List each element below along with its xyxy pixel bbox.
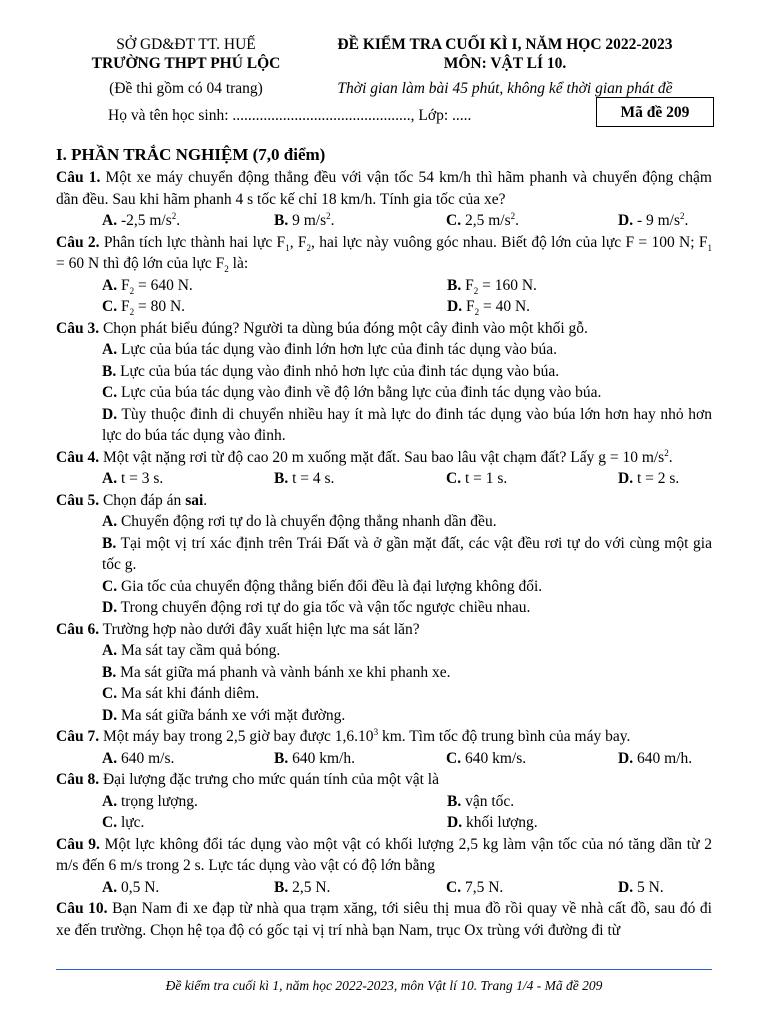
school-header: [56, 35, 316, 98]
question-7-options: [56, 748, 712, 770]
question-2: Câu 2. Phân tích lực thành hai lực $F_1$, $F_2$, hai lực này vuông góc nhau. Biết độ lớn của lực F = 100 N; $F_1 = 60$ N thì độ lớn của lực $F_2$ là:: [56, 233, 712, 275]
time-note: Thời gian làm bài 45 phút, không kể thời gian phát đề: [337, 80, 673, 97]
option-a: A. Chuyển động rơi tự do là chuyển động thẳng nhanh dần đều.: [102, 513, 497, 530]
question-4-options: [56, 468, 712, 490]
footer-divider: [56, 969, 712, 970]
option-d: D. t = 2 s.: [618, 470, 680, 487]
option-a: A. 640 m/s.: [102, 749, 175, 767]
option-a: A. -2,5 $m/s^2$.: [102, 210, 181, 229]
student-name-label: Họ và tên học sinh:: [108, 107, 233, 124]
option-c: C. $F_2 = 80$ N.: [102, 298, 186, 318]
option-c: C. lực.: [102, 814, 145, 831]
option-a: A. trọng lượng.: [102, 792, 198, 810]
option-d: D. 640 m/h.: [618, 749, 693, 767]
option-a: A. Ma sát tay cầm quả bóng.: [102, 642, 281, 659]
option-d: D. Trong chuyển động rơi tự do gia tốc và vận tốc ngược chiều nhau.: [102, 599, 531, 616]
exam-header: [300, 35, 710, 98]
exam-content: [56, 143, 712, 941]
option-d: D. Ma sát giữa bánh xe với mặt đường.: [102, 706, 346, 724]
option-d: D. 5 N.: [618, 878, 664, 896]
option-c: C. Lực của búa tác dụng vào đinh về độ lớn bằng lực của đinh tác dụng vào búa.: [102, 384, 602, 401]
option-b: B. $F_2 = 160$ N.: [447, 276, 537, 296]
option-a: A. t = 3 s.: [102, 470, 164, 487]
option-b: B. Lực của búa tác dụng vào đinh nhỏ hơn lực của đinh tác dụng vào búa.: [102, 362, 560, 380]
page-footer: Đề kiểm tra cuối kì 1, năm học 2022-2023, môn Vật lí 10. Trang 1/4 - Mã đề 209: [165, 978, 603, 993]
option-b: B. t = 4 s.: [274, 470, 335, 487]
option-a: A. 0,5 N.: [102, 878, 160, 896]
option-d: D. - 9 $m/s^2$.: [618, 210, 689, 229]
exam-code-box: Mã đề 209: [596, 97, 714, 127]
class-blank: .....: [452, 107, 472, 124]
option-c: C. Ma sát khi đánh diêm.: [102, 685, 260, 702]
section-title: I. PHẦN TRẮC NGHIỆM (7,0 điểm): [56, 145, 326, 164]
question-2-options-ab: [56, 275, 712, 297]
question-2-options-cd: [56, 296, 712, 318]
question-9-options: [56, 877, 712, 899]
option-d: D. khối lượng.: [447, 814, 538, 831]
option-c: C. t = 1 s.: [446, 470, 508, 487]
option-d: D. Tùy thuộc đinh di chuyển nhiều hay ít mà lực do đinh tác dụng vào búa lớn hơn hay nhỏ hơn lực do búa tác dụng vào đinh.: [102, 405, 712, 444]
option-b: B. Tại một vị trí xác định trên Trái Đất và ở gần mặt đất, các vật đều rơi tự do với cùng một gia tốc g.: [102, 534, 712, 573]
question-4: Câu 4. Một vật nặng rơi từ độ cao 20 m xuống mặt đất. Sau bao lâu vật chạm đất? Lấy g = 10 $m/s^2$.: [56, 447, 673, 466]
option-b: B. Ma sát giữa má phanh và vành bánh xe khi phanh xe.: [102, 663, 451, 681]
question-9: Câu 9. Một lực không đổi tác dụng vào một vật có khối lượng 2,5 kg làm vận tốc của nó tăng dần từ 2 m/s đến 6 m/s trong 2 s. Lực tác dụng vào vật có độ lớn bằng: [56, 835, 712, 874]
student-name-blank: ..............................................: [232, 107, 411, 124]
option-d: D. $F_2 = 40$ N.: [447, 298, 531, 318]
option-b: B. 640 km/h.: [274, 749, 355, 767]
option-a: A. Lực của búa tác dụng vào đinh lớn hơn lực của đinh tác dụng vào búa.: [102, 341, 558, 358]
question-8-options-ab: [56, 791, 712, 813]
option-b: B. 9 $m/s^2$.: [274, 210, 335, 229]
question-10: Câu 10. Bạn Nam đi xe đạp từ nhà qua trạm xăng, tới siêu thị mua đồ rồi quay về nhà cất đồ, sau đó đi xe đến trường. Chọn hệ tọa độ có gốc tại vị trí nhà bạn Nam, trục Ox trùng với đường đi từ: [56, 900, 712, 939]
department-name: SỞ GD&ĐT TT. HUẾ: [116, 36, 256, 53]
question-8: Câu 8. Đại lượng đặc trưng cho mức quán tính của một vật là: [56, 771, 439, 788]
option-a: A. $F_2 = 640$ N.: [102, 276, 193, 296]
school-name: TRƯỜNG THPT PHÚ LỘC: [91, 55, 281, 72]
subject: MÔN: VẬT LÍ 10.: [443, 55, 567, 72]
student-info-line: [108, 105, 471, 127]
exam-title: ĐỀ KIỂM TRA CUỐI KÌ I, NĂM HỌC 2022-2023: [337, 36, 673, 53]
option-b: B. vận tốc.: [447, 792, 515, 810]
option-c: C. 2,5 $m/s^2$.: [446, 210, 519, 229]
class-label: , Lớp:: [410, 107, 453, 124]
option-c: C. 7,5 N.: [446, 878, 504, 896]
question-5: Câu 5. Chọn đáp án sai.: [56, 491, 208, 509]
question-1: Câu 1. Một xe máy chuyển động thẳng đều với vận tốc 54 km/h thì hãm phanh và chuyển động chậm dần đều. Sau khi hãm phanh 4 s tốc kế chỉ 18 km/h. Tính gia tốc của xe?: [56, 169, 712, 208]
option-c: C. Gia tốc của chuyển động thẳng biến đổi đều là đại lượng không đổi.: [102, 577, 543, 595]
question-3: Câu 3. Chọn phát biểu đúng? Người ta dùng búa đóng một cây đinh vào một khối gỗ.: [56, 319, 588, 337]
option-c: C. 640 km/s.: [446, 749, 527, 767]
question-8-options-cd: [56, 812, 712, 834]
question-1-options: [56, 210, 712, 232]
question-6: Câu 6. Trường hợp nào dưới đây xuất hiện lực ma sát lăn?: [56, 620, 420, 638]
option-b: B. 2,5 N.: [274, 878, 331, 896]
pages-note: (Đề thi gồm có 04 trang): [109, 80, 263, 97]
question-7: Câu 7. Một máy bay trong 2,5 giờ bay được 1,6.10$^3$ km. Tìm tốc độ trung bình của máy bay.: [56, 726, 631, 745]
